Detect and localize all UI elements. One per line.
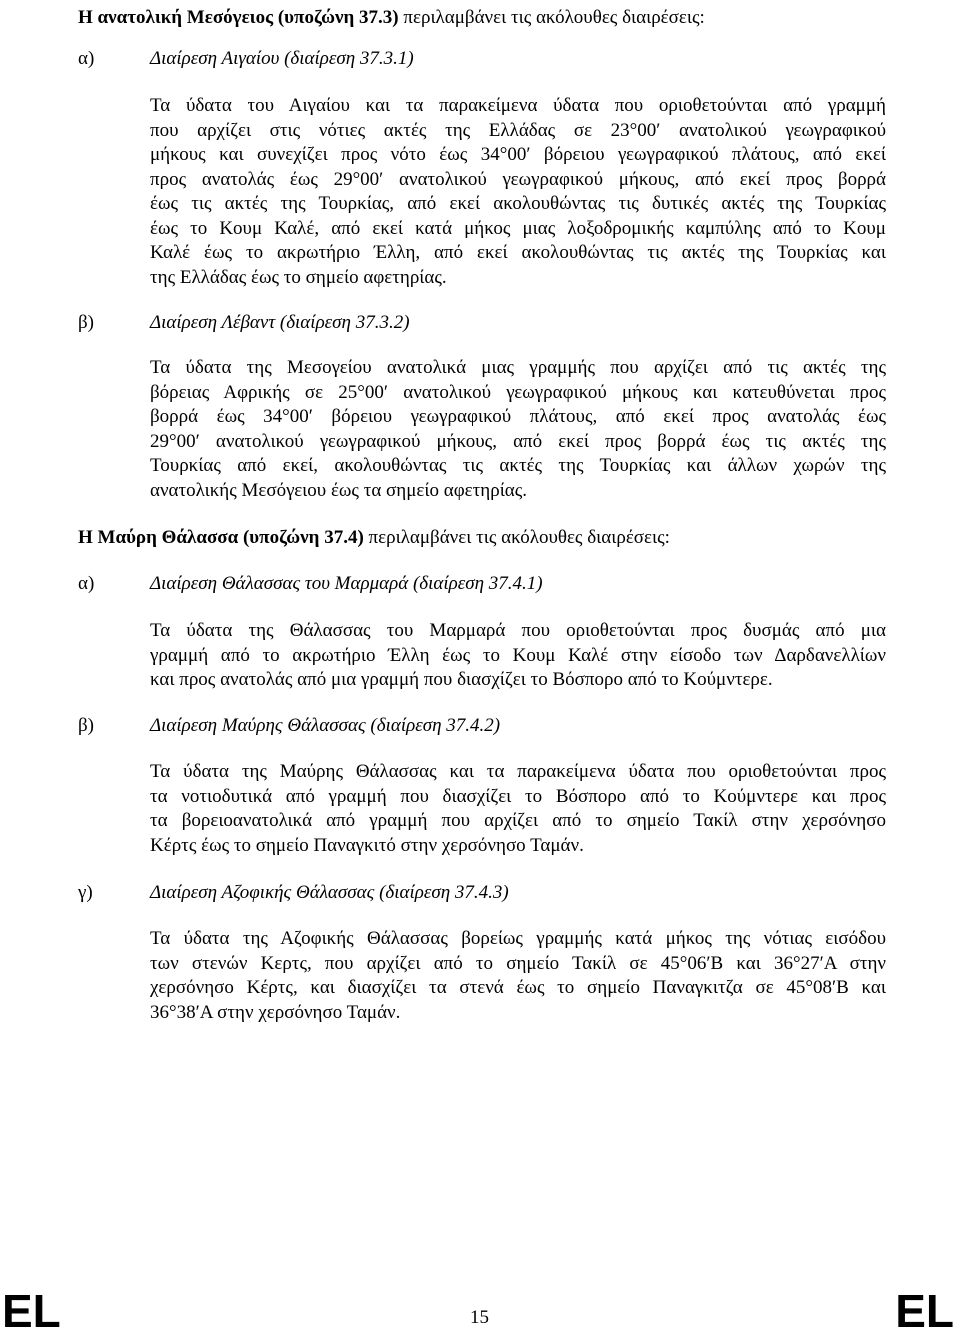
footer-language-code-left: EL [2, 1285, 61, 1337]
paragraph-line: της Ελλάδας έως το σημείο αφετηρίας. [150, 266, 447, 288]
subdivision-title-levant: Διαίρεση Λέβαντ (διαίρεση 37.3.2) [150, 312, 410, 333]
paragraph-line: Τα ύδατα της Αζοφικής Θάλασσας βορείως γραμμής κατά μήκος της νότιας εισόδου [150, 928, 886, 949]
paragraph-levant [150, 356, 886, 503]
heading-bold: Η Μαύρη Θάλασσα (υποζώνη 37.4) [78, 527, 364, 548]
paragraph-line: τα νοτιοδυτικά από γραμμή που διασχίζει το Βόσπορο από το Κούμντερε και προς [150, 785, 886, 807]
paragraph-line: Τα ύδατα της Μεσογείου ανατολικά μιας γραμμής που αρχίζει από τις ακτές της [150, 357, 886, 378]
heading-bold: Η ανατολική Μεσόγειος (υποζώνη 37.3) [78, 7, 399, 28]
subdivision-title-azov: Διαίρεση Αζοφικής Θάλασσας (διαίρεση 37.4.3) [150, 882, 509, 903]
paragraph-line: χερσόνησο Κέρτς, και διασχίζει τα στενά έως το σημείο Παναγκιτζα σε 45°08′Β και [150, 977, 886, 998]
paragraph-line: ανατολικής Μεσόγειου έως τα σημείο αφετηρίας. [150, 479, 528, 501]
paragraph-line: προς ανατολάς έως 29°00′ ανατολικού γεωγραφικού μήκους, από εκεί προς βορρά [150, 168, 886, 190]
heading-rest: περιλαμβάνει τις ακόλουθες διαιρέσεις: [363, 527, 670, 548]
paragraph-line: Τα ύδατα της Μαύρης Θάλασσας και τα παρακείμενα ύδατα που οριοθετούνται προς [150, 761, 886, 782]
item-label: β) [78, 312, 94, 333]
subdivision-title-black-sea: Διαίρεση Μαύρης Θάλασσας (διαίρεση 37.4.2) [150, 715, 501, 736]
paragraph-line: Κέρτς έως το σημείο Παναγκιτό στην χερσόνησο Ταμάν. [150, 834, 584, 856]
section-heading-eastern-mediterranean [78, 6, 705, 30]
paragraph-line: βορρά έως 34°00′ βόρειου γεωγραφικού πλάτους, από εκεί προς ανατολάς έως [150, 406, 886, 427]
paragraph-line: 29°00′ ανατολικού γεωγραφικού μήκους, από εκεί προς βορρά έως τις ακτές της [150, 430, 886, 452]
page-number: 15 [470, 1307, 489, 1328]
paragraph-line: 36°38′Α στην χερσόνησο Ταμάν. [150, 1001, 401, 1023]
subdivision-title-marmara: Διαίρεση Θάλασσας του Μαρμαρά (διαίρεση 37.4.1) [150, 573, 543, 594]
item-label: α) [78, 48, 95, 69]
paragraph-line: βόρειας Αφρικής σε 25°00′ ανατολικού γεωγραφικού μήκους και κατευθύνεται προς [150, 381, 886, 403]
paragraph-line: Τα ύδατα του Αιγαίου και τα παρακείμενα ύδατα που οριοθετούνται από γραμμή [150, 95, 886, 116]
paragraph-line: Τα ύδατα της Θάλασσας του Μαρμαρά που οριοθετούνται προς δυσμάς από μια [150, 620, 886, 641]
paragraph-line: Καλέ έως το ακρωτήριο Έλλη, από εκεί ακολουθώντας τις ακτές της Τουρκίας και [150, 242, 886, 263]
paragraph-marmara [150, 619, 886, 693]
paragraph-line: τα βορειοανατολικά από γραμμή που αρχίζει από το σημείο Τακίλ στην χερσόνησο [150, 810, 886, 831]
paragraph-line: γραμμή από το ακρωτήριο Έλλη έως το Κουμ Καλέ στην είσοδο των Δαρδανελλίων [150, 644, 886, 666]
item-label: γ) [78, 882, 93, 903]
heading-rest: περιλαμβάνει τις ακόλουθες διαιρέσεις: [398, 7, 705, 28]
paragraph-line: έως το Κουμ Καλέ, από εκεί κατά μήκος μιας λοξοδρομικής καμπύλης από το Κουμ [150, 217, 886, 239]
paragraph-line: Τουρκίας από εκεί, ακολουθώντας τις ακτές της Τουρκίας και άλλων χωρών της [150, 455, 886, 476]
paragraph-line: των στενών Κερτς, που αρχίζει από το σημείο Τακίλ σε 45°06′Β και 36°27′Α στην [150, 952, 886, 974]
section-heading-black-sea [78, 526, 670, 550]
paragraph-aegean [150, 94, 886, 290]
paragraph-line: έως τις ακτές της Τουρκίας, από εκεί ακολουθώντας τις δυτικές ακτές της Τουρκίας [150, 193, 886, 214]
footer-language-code-right: EL [895, 1285, 954, 1337]
item-label: β) [78, 715, 94, 736]
paragraph-black-sea [150, 760, 886, 858]
item-label: α) [78, 573, 95, 594]
subdivision-title-aegean: Διαίρεση Αιγαίου (διαίρεση 37.3.1) [150, 48, 414, 69]
paragraph-line: και προς ανατολάς από μια γραμμή που διασχίζει το Βόσπορο από το Κούμντερε. [150, 669, 773, 690]
paragraph-azov [150, 927, 886, 1025]
paragraph-line: μήκους και συνεχίζει προς νότο έως 34°00′ βόρειου γεωγραφικού πλάτους, από εκεί [150, 144, 886, 165]
paragraph-line: που αρχίζει στις νότιες ακτές της Ελλάδας σε 23°00′ ανατολικού γεωγραφικού [150, 119, 886, 141]
